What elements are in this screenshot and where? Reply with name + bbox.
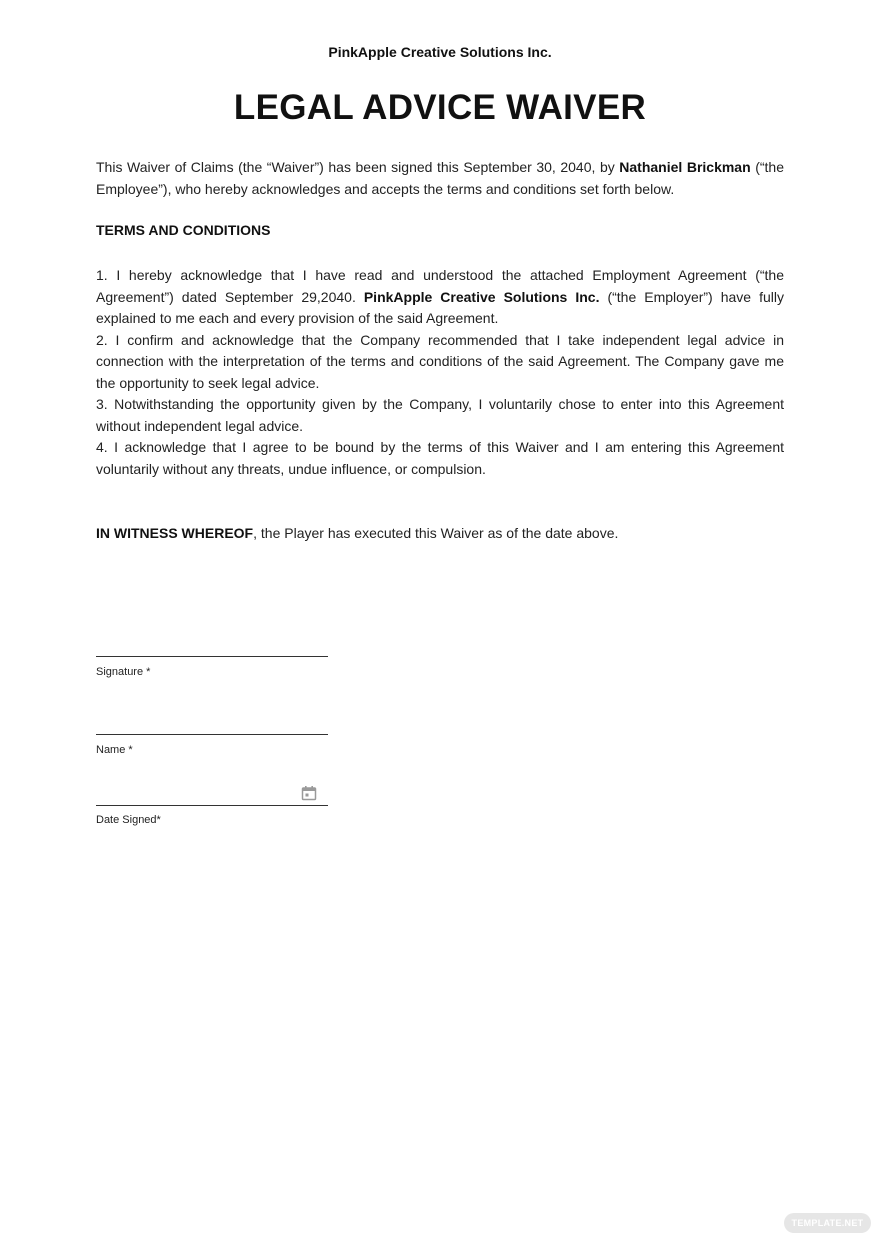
signature-label: Signature * xyxy=(96,666,151,678)
document-title: LEGAL ADVICE WAIVER xyxy=(233,88,647,127)
calendar-icon[interactable] xyxy=(301,785,317,801)
witness-bold: IN WITNESS WHEREOF xyxy=(96,525,254,541)
date-signed-field[interactable] xyxy=(96,805,328,806)
intro-paragraph xyxy=(96,157,784,200)
name-field[interactable] xyxy=(96,734,328,735)
term-item-3: 3. Notwithstanding the opportunity given by the Company, I voluntarily chose to enter into this Agreement without independent legal advice. xyxy=(96,396,784,434)
date-signed-label: Date Signed* xyxy=(96,814,161,826)
term-1-text-end: (“the Employer”) have fully explained to me each and every provision of the said Agreement. xyxy=(96,288,784,326)
watermark-badge: TEMPLATE.NET xyxy=(784,1213,871,1233)
witness-statement xyxy=(96,523,784,545)
terms-heading: TERMS AND CONDITIONS xyxy=(96,222,271,238)
witness-text: , the Player has executed this Waiver as of the date above. xyxy=(253,525,619,541)
signature-field[interactable] xyxy=(96,656,328,657)
intro-text-start: This Waiver of Claims (the “Waiver”) has been signed this September 30, 2040, by xyxy=(96,159,620,175)
term-item-1 xyxy=(96,265,784,330)
term-1-text-start: 1. I hereby acknowledge that I have read and understood the attached Employment Agreement (“the Agreement”) dated September 29,2040. xyxy=(96,267,784,305)
name-label: Name * xyxy=(96,744,133,756)
terms-list xyxy=(96,265,784,480)
employee-name: Nathaniel Brickman xyxy=(619,159,751,175)
intro-text-end: (“the Employee”), who hereby acknowledges and accepts the terms and conditions set forth below. xyxy=(96,159,784,197)
term-item-4: 4. I acknowledge that I agree to be bound by the terms of this Waiver and I am entering this Agreement voluntarily without any threats, undue influence, or compulsion. xyxy=(96,439,784,477)
term-1-company: PinkApple Creative Solutions Inc. xyxy=(363,288,600,305)
term-item-2: 2. I confirm and acknowledge that the Company recommended that I take independent legal advice in connection with the interpretation of the terms and conditions of the said Agreement. The Company gave me the opportunity to seek legal advice. xyxy=(96,331,784,391)
company-name: PinkApple Creative Solutions Inc. xyxy=(328,44,552,60)
